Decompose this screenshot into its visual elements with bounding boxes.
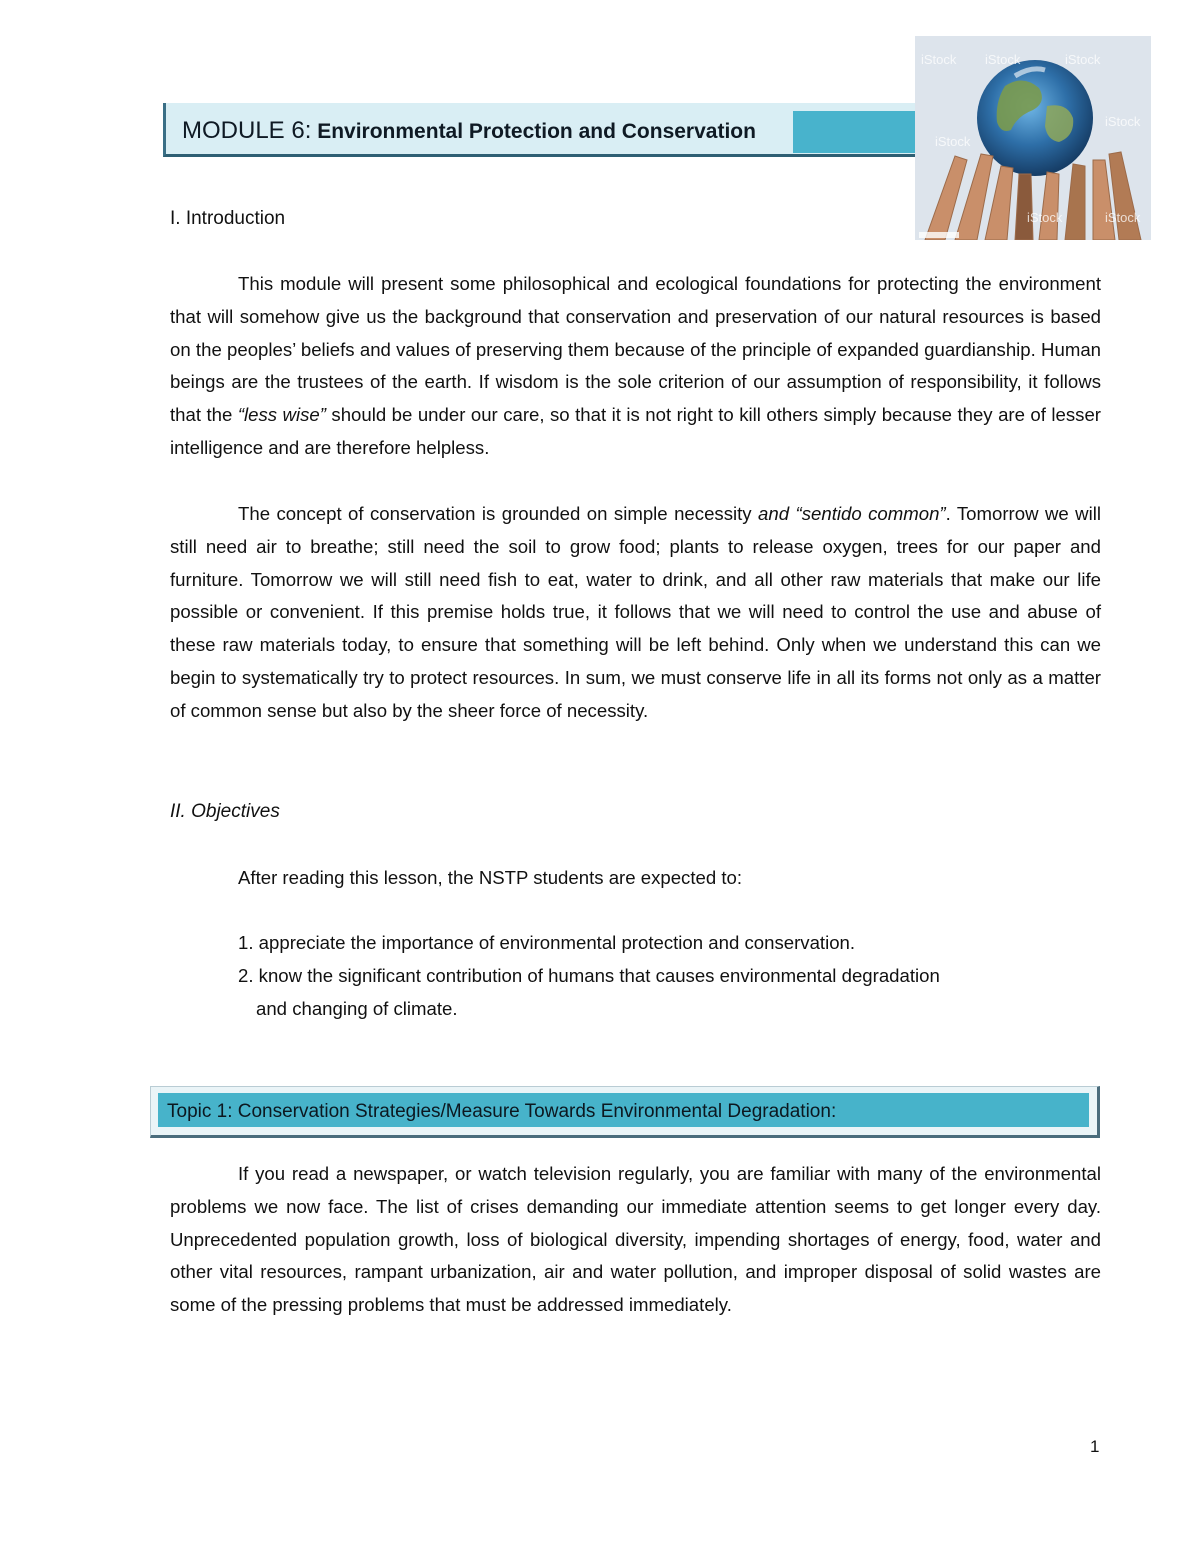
module-title-text: Environmental Protection and Conservation bbox=[311, 120, 756, 143]
svg-text:iStock: iStock bbox=[1027, 210, 1063, 225]
objective-item-2: 2. know the significant contribution of humans that causes environmental degradation bbox=[238, 965, 940, 986]
topic-1-title: Topic 1: Conservation Strategies/Measure Towards Environmental Degradation: bbox=[167, 1101, 837, 1122]
topic-1-banner bbox=[150, 1086, 1100, 1138]
introduction-paragraph-1: This module will present some philosophical and ecological foundations for protecting the environment that will somehow give us the background that conservation and preservation of our natural resources is based on the peoples’ beliefs and values of preserving them because of the principle of expanded guardianship. Human beings are the trustees of the earth. If wisdom is the sole criterion of our assumption of responsibility, it follows that the “less wise” should be under our care, so that it is not right to kill others simply because they are of lesser intelligence and are therefore helpless. bbox=[170, 273, 1102, 458]
objectives-heading: II. Objectives bbox=[170, 801, 280, 822]
svg-text:iStock: iStock bbox=[985, 52, 1021, 67]
svg-text:iStock: iStock bbox=[1065, 52, 1101, 67]
module-header-banner bbox=[163, 103, 923, 157]
introduction-heading: I. Introduction bbox=[170, 208, 286, 229]
watermark-text: iStock bbox=[921, 52, 957, 67]
banner-accent-bar bbox=[793, 111, 923, 153]
objectives-intro: After reading this lesson, the NSTP students are expected to: bbox=[238, 867, 743, 888]
page-number: 1 bbox=[1090, 1437, 1100, 1456]
globe-hands-image bbox=[915, 36, 1151, 240]
topic-1-paragraph: If you read a newspaper, or watch television regularly, you are familiar with many of the environmental problems we now face. The list of crises demanding our immediate attention seems to get longer every day. Unprecedented population growth, loss of biological diversity, impending shortages of energy, food, water and other vital resources, rampant urbanization, air and water pollution, and improper disposal of solid wastes are some of the pressing problems that must be addressed immediately. bbox=[170, 1163, 1101, 1316]
svg-text:iStock: iStock bbox=[1105, 210, 1141, 225]
module-label: MODULE 6: bbox=[182, 117, 312, 144]
svg-text:iStock: iStock bbox=[1105, 114, 1141, 129]
introduction-paragraph-2: The concept of conservation is grounded on simple necessity and “sentido common”. Tomorrow we will still need air to breathe; still need the soil to grow food; plants to release oxygen, trees for our paper and furniture. Tomorrow we will still need fish to eat, water to drink, and all other raw materials that make our life possible or convenient. If this premise holds true, it follows that we will need to control the use and abuse of these raw materials today, to ensure that something will be left behind. Only when we understand this can we begin to systematically try to protect resources. In sum, we must conserve life in all its forms not only as a matter of common sense but also by the sheer force of necessity. bbox=[170, 503, 1101, 721]
svg-text:iStock: iStock bbox=[935, 134, 971, 149]
objective-item-1: 1. appreciate the importance of environmental protection and conservation. bbox=[238, 932, 856, 953]
module-title bbox=[182, 116, 756, 146]
objective-item-2-continued: and changing of climate. bbox=[256, 998, 458, 1019]
